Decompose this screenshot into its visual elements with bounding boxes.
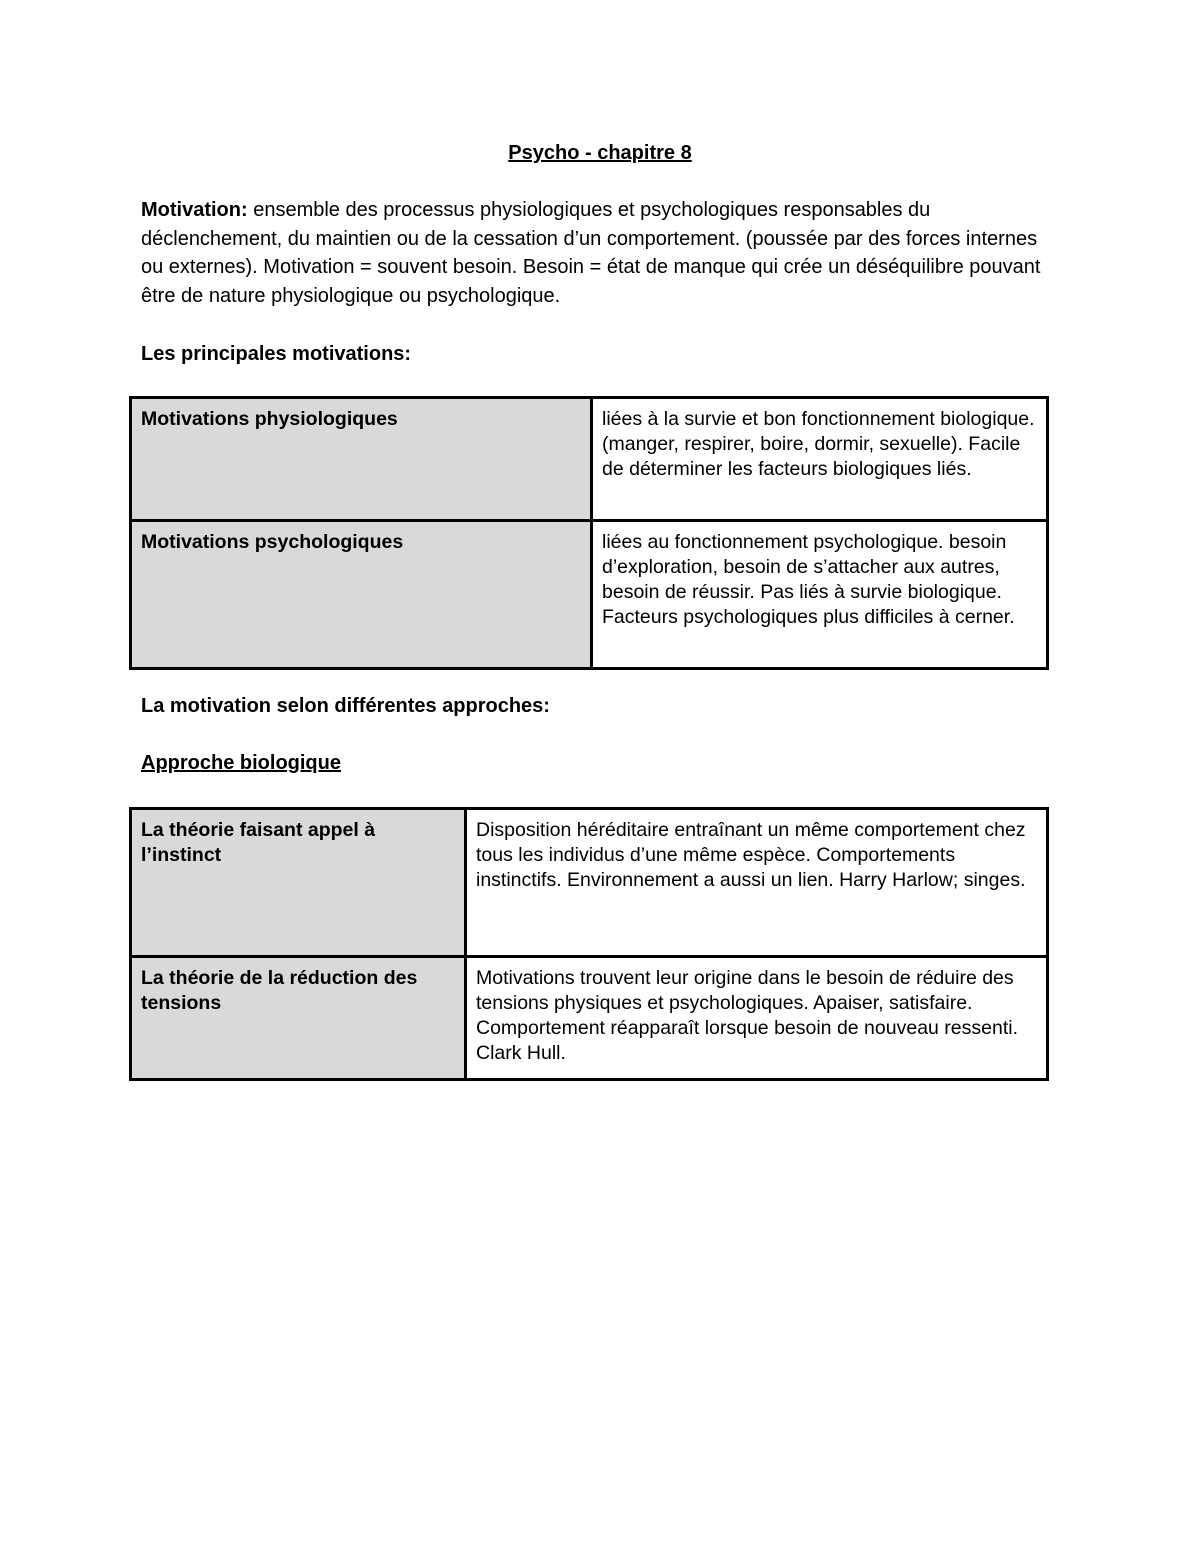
theory-description: Disposition héréditaire entraînant un même comportement chez tous les individus d’une même espèce. Comportements instinctifs. Environnement a aussi un lien. Harry Harlow; singes. (466, 809, 1048, 957)
table-row (131, 957, 1048, 1080)
definition-text: ensemble des processus physiologiques et psychologiques responsables du déclenchement, du maintien ou de la cessation d’un comportement. (poussée par des forces internes ou externes). Motivation = souvent besoin. Besoin = état de manque qui crée un déséquilibre pouvant être de nature physiologique ou psychologique. (141, 199, 1041, 307)
motivation-type-description: liées à la survie et bon fonctionnement biologique. (manger, respirer, boire, dormir, sexuelle). Facile de déterminer les facteurs biologiques liés. (592, 398, 1048, 521)
motivation-type-description: liées au fonctionnement psychologique. besoin d’exploration, besoin de s’attacher aux autres, besoin de réussir. Pas liés à survie biologique. Facteurs psychologiques plus difficiles à cerner. (592, 521, 1048, 669)
document-page (141, 138, 1059, 1064)
theory-label: La théorie faisant appel à l’instinct (131, 809, 466, 957)
approaches-section (141, 692, 1059, 777)
table-row (131, 809, 1048, 957)
table-row (131, 398, 1048, 521)
document-title: Psycho - chapitre 8 (508, 142, 692, 164)
approche-biologique-heading: Approche biologique (141, 751, 341, 774)
definition-term: Motivation: (141, 199, 248, 221)
table-row (131, 521, 1048, 669)
theory-label: La théorie de la réduction des tensions (131, 957, 466, 1080)
motivation-definition (141, 196, 1041, 310)
motivation-type-label: Motivations psychologiques (131, 521, 592, 669)
motivations-table (129, 396, 1049, 670)
biologique-table (129, 807, 1049, 1081)
principales-motivations-heading: Les principales motivations: (141, 343, 412, 365)
theory-description: Motivations trouvent leur origine dans le besoin de réduire des tensions physiques et psychologiques. Apaiser, satisfaire. Comportement réapparaît lorsque besoin de nouveau ressenti. Clark Hull. (466, 957, 1048, 1080)
approches-heading: La motivation selon différentes approches: (141, 695, 550, 717)
motivation-type-label: Motivations physiologiques (131, 398, 592, 521)
